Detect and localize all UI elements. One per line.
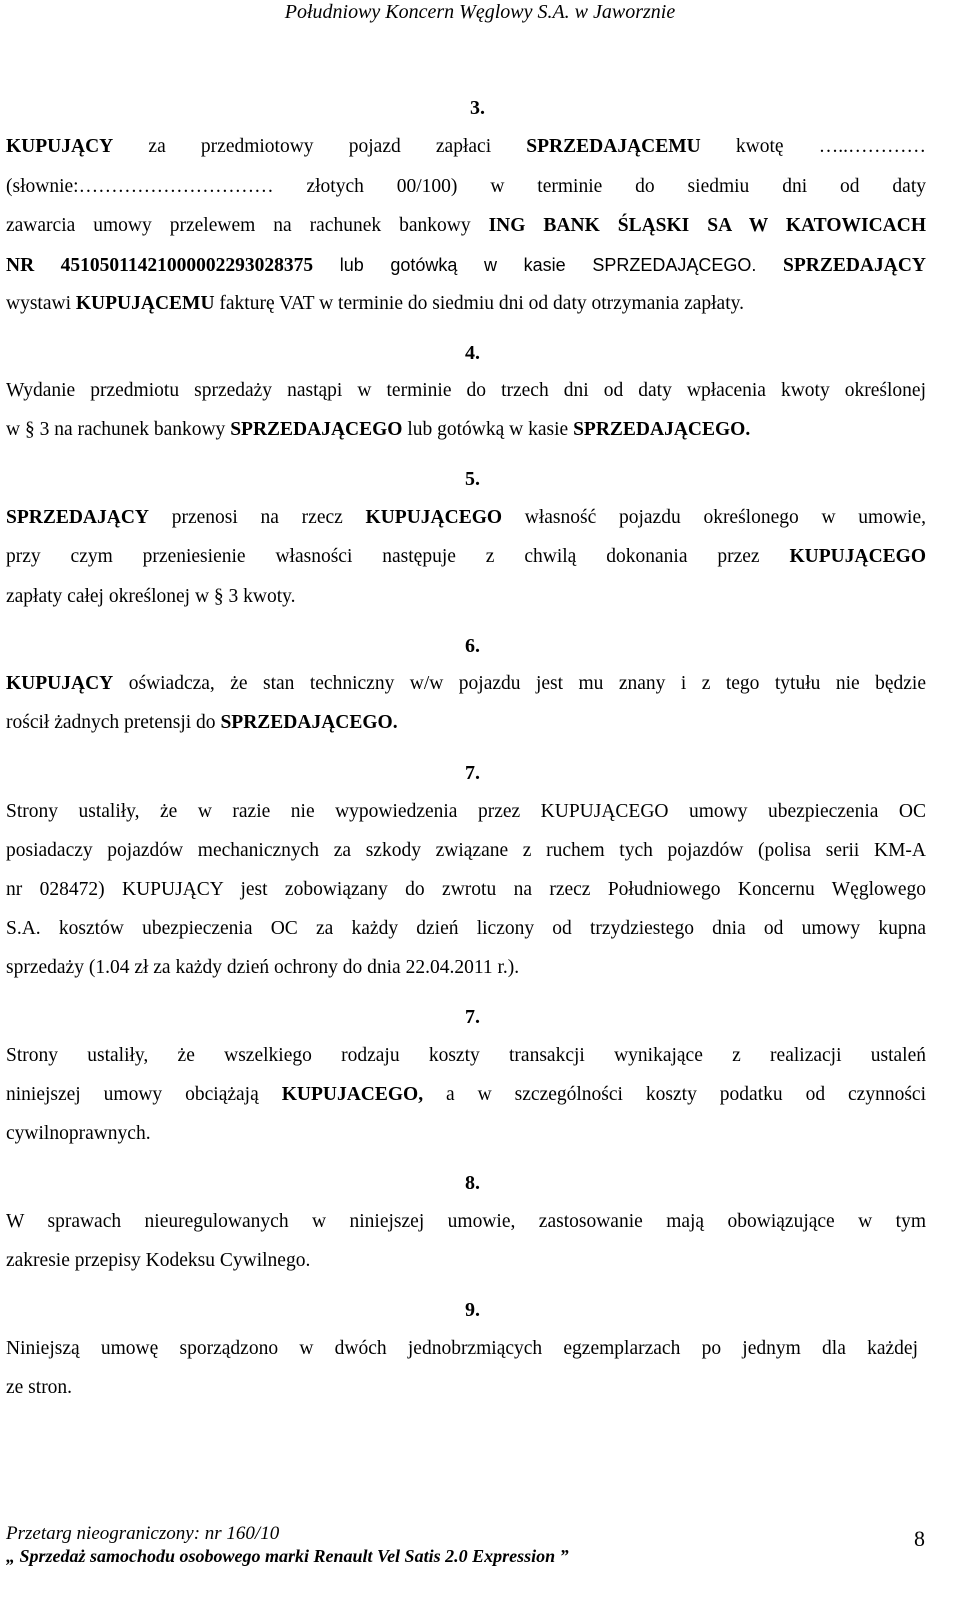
section-6-number: 6. [465,635,480,657]
section-5-number: 5. [465,468,480,490]
section-3-line-4: NR 45105011421000002293028375 lub gotówką w kasie SPRZEDAJĄCEGO. SPRZEDAJĄCY [6,255,926,276]
section-6-line-2: rościł żadnych pretensji do SPRZEDAJĄCEGO. [6,712,398,733]
section-3-line-5: wystawi KUPUJĄCEMU fakturę VAT w terminie do siedmiu dni od daty otrzymania zapłaty. [6,293,744,314]
page-number: 8 [914,1526,925,1551]
section-6-line-1: KUPUJĄCY oświadcza, że stan techniczny w/w pojazdu jest mu znany i z tego tytułu nie będzie [6,673,926,694]
section-4-line-2: w § 3 na rachunek bankowy SPRZEDAJĄCEGO lub gotówką w kasie SPRZEDAJĄCEGO. [6,419,751,440]
footer-subject: „ Sprzedaż samochodu osobowego marki Renault Vel Satis 2.0 Expression ” [6,1546,569,1566]
section-5-line-1: SPRZEDAJĄCY przenosi na rzecz KUPUJĄCEGO własność pojazdu określonego w umowie, [6,507,926,528]
section-3-line-3: zawarcia umowy przelewem na rachunek bankowy ING BANK ŚLĄSKI SA W KATOWICACH [6,215,926,236]
section-3-number: 3. [470,97,485,119]
section-8-number: 8. [465,1172,480,1194]
section-4-line-1: Wydanie przedmiotu sprzedaży nastąpi w terminie do trzech dni od daty wpłacenia kwoty określonej [6,380,926,401]
section-5-line-2: przy czym przeniesienie własności następuje z chwilą dokonania przez KUPUJĄCEGO [6,546,926,567]
section-7a-line-5: sprzedaży (1.04 zł za każdy dzień ochrony do dnia 22.04.2011 r.). [6,957,520,978]
section-7b-number: 7. [465,1006,480,1028]
section-9-line-2: ze stron. [6,1377,73,1398]
section-7b-line-1: Strony ustaliły, że wszelkiego rodzaju koszty transakcji wynikające z realizacji ustaleń [6,1045,926,1066]
section-3-line-2: (słownie:………………………… złotych 00/100) w terminie do siedmiu dni od daty [6,176,926,197]
document-header: Południowy Koncern Węglowy S.A. w Jaworznie [284,1,676,23]
section-9-number: 9. [465,1299,480,1321]
section-5-line-3: zapłaty całej określonej w § 3 kwoty. [6,586,296,607]
section-7a-line-4: S.A. kosztów ubezpieczenia OC za każdy dzień liczony od trzydziestego dnia od umowy kupna [6,918,926,939]
section-7a-line-1: Strony ustaliły, że w razie nie wypowiedzenia przez KUPUJĄCEGO umowy ubezpieczenia OC [6,801,926,822]
section-8-line-1: W sprawach nieuregulowanych w niniejszej umowie, zastosowanie mają obowiązujące w tym [6,1211,926,1232]
section-7a-line-2: posiadaczy pojazdów mechanicznych za szkody związane z ruchem tych pojazdów (polisa serii KM-A [6,840,926,861]
section-7a-number: 7. [465,762,480,784]
section-7a-line-3: nr 028472) KUPUJĄCY jest zobowiązany do zwrotu na rzecz Południowego Koncernu Węglowego [6,879,926,900]
section-7b-line-2: niniejszej umowy obciążają KUPUJACEGO, a w szczególności koszty podatku od czynności [6,1084,926,1105]
section-9-line-1: Niniejszą umowę sporządzono w dwóch jednobrzmiących egzemplarzach po jednym dla każdej [6,1338,918,1359]
footer-tender-number: Przetarg nieograniczony: nr 160/10 [6,1523,280,1544]
section-8-line-2: zakresie przepisy Kodeksu Cywilnego. [6,1250,311,1271]
section-7b-line-3: cywilnoprawnych. [6,1123,151,1144]
section-4-number: 4. [465,342,480,364]
section-3-line-1: KUPUJĄCY za przedmiotowy pojazd zapłaci SPRZEDAJĄCEMU kwotę …..………… [6,136,927,157]
